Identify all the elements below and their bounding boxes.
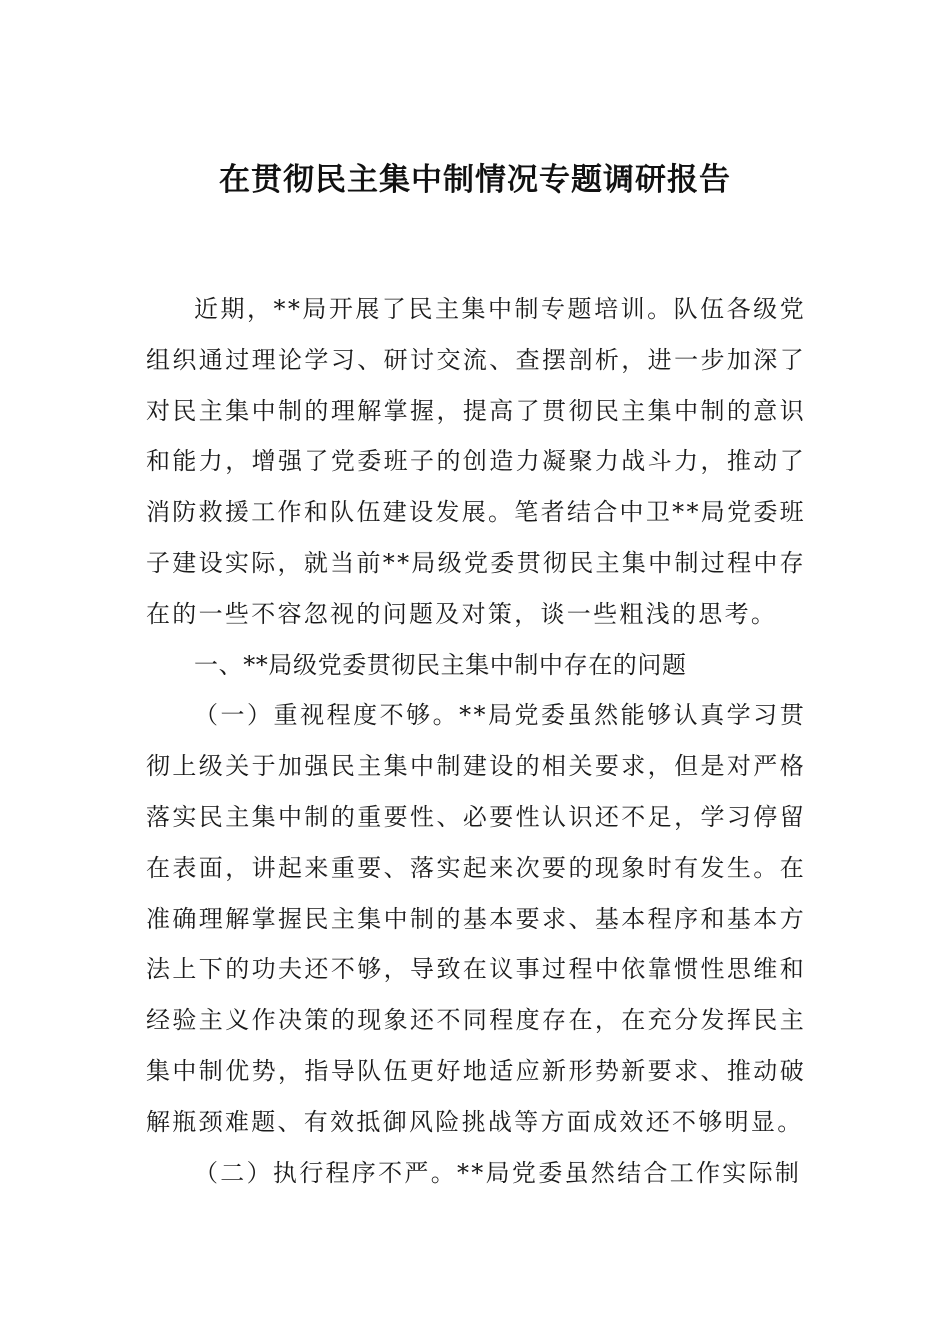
document-title: 在贯彻民主集中制情况专题调研报告 bbox=[219, 162, 731, 198]
paragraph-problem-1: （一）重视程度不够。**局党委虽然能够认真学习贯彻上级关于加强民主集中制建设的相关要求，但是对严格落实民主集中制的重要性、必要性认识还不足，学习停留在表面，讲起来重要、落实起来次要的现象时有发生。在准确理解掌握民主集中制的基本要求、基本程序和基本方法上下的功夫还不够，导致在议事过程中依靠惯性思维和经验主义作决策的现象还不同程度存在，在充分发挥民主集中制优势，指导队伍更好地适应新形势新要求、推动破解瓶颈难题、有效抵御风险挑战等方面成效还不够明显。 bbox=[146, 701, 806, 1136]
section-heading-problems: 一、**局级党委贯彻民主集中制中存在的问题 bbox=[194, 650, 687, 679]
paragraph-problem-2: （二）执行程序不严。**局党委虽然结合工作实际制 bbox=[194, 1158, 802, 1187]
document-body bbox=[146, 284, 806, 1198]
paragraph-intro: 近期，**局开展了民主集中制专题培训。队伍各级党组织通过理论学习、研讨交流、查摆剖析，进一步加深了对民主集中制的理解掌握，提高了贯彻民主集中制的意识和能力，增强了党委班子的创造力凝聚力战斗力，推动了消防救援工作和队伍建设发展。笔者结合中卫**局党委班子建设实际，就当前**局级党委贯彻民主集中制过程中存在的一些不容忽视的问题及对策，谈一些粗浅的思考。 bbox=[146, 295, 806, 628]
